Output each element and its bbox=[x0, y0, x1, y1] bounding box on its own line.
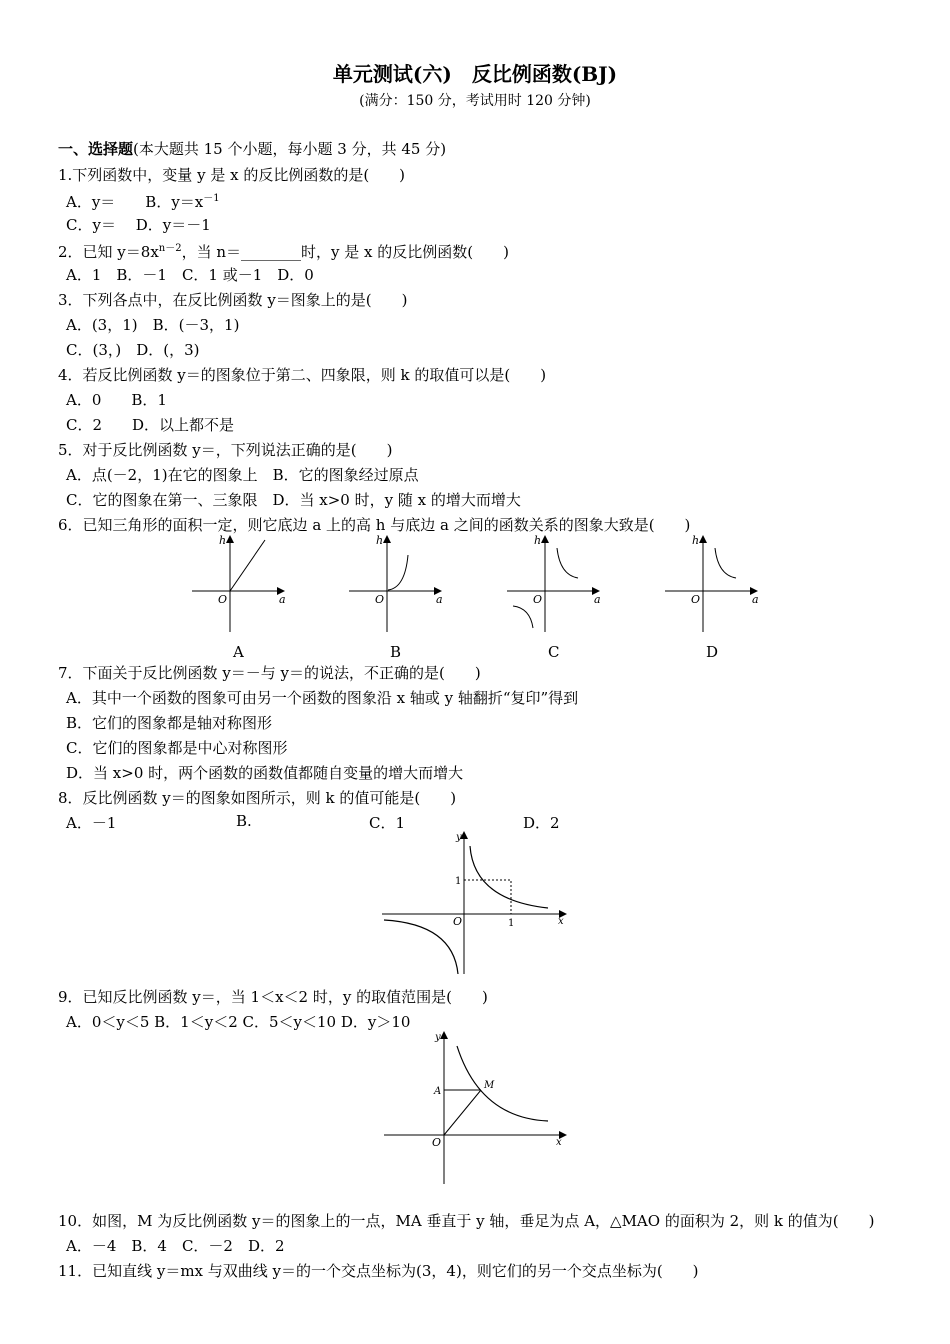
q8-option-a: A．－1 bbox=[66, 814, 117, 832]
q11-stem: 11．已知直线 y＝mx 与双曲线 y＝的一个交点坐标为(3，4)，则它们的另一个交点坐标为( ) bbox=[58, 1262, 699, 1280]
q9-options-row1: A．0＜y＜5 B．1＜y＜2 C．5＜y＜10 D．y＞10 bbox=[66, 1013, 411, 1031]
page-subtitle: (满分：150 分，考试用时 120 分钟) bbox=[359, 93, 591, 109]
q2-exponent: n－2 bbox=[158, 243, 182, 254]
q6-label-a: A bbox=[233, 643, 244, 661]
q10-point-m: M bbox=[484, 1080, 495, 1091]
q6-stem: 6．已知三角形的面积一定，则它底边 a 上的高 h 与底边 a 之间的函数关系的图象大致是( ) bbox=[58, 516, 691, 534]
q10-options-row1: A．－4 B．4 C．－2 D．2 bbox=[66, 1237, 285, 1255]
q1-options-row1 bbox=[66, 189, 220, 212]
q6-label-c: C bbox=[548, 643, 560, 661]
q6-graph-d-curve bbox=[715, 548, 736, 578]
q4-stem: 4．若反比例函数 y＝的图象位于第二、四象限，则 k 的取值可以是( ) bbox=[58, 366, 547, 384]
q7-stem: 7．下面关于反比例函数 y＝－与 y＝的说法，不正确的是( ) bbox=[58, 664, 481, 682]
q8-option-c: C．1 bbox=[369, 814, 406, 832]
q8-y-label: y bbox=[456, 832, 462, 843]
q8-option-d: D．2 bbox=[523, 814, 560, 832]
q8-option-b: B. bbox=[236, 812, 252, 830]
section-heading bbox=[58, 138, 446, 159]
q8-one-y: 1 bbox=[455, 876, 462, 887]
q6-graph-d bbox=[665, 534, 759, 632]
q6-c-a-label: a bbox=[594, 593, 601, 606]
q6-b-origin: O bbox=[375, 593, 385, 606]
q6-d-h-label: h bbox=[692, 534, 700, 547]
q10-graph-figure bbox=[380, 1028, 580, 1188]
q6-c-h-label: h bbox=[534, 534, 542, 547]
q6-graph-c-curve-1 bbox=[557, 548, 578, 578]
q10-stem: 10．如图，M 为反比例函数 y＝的图象上的一点，MA 垂直于 y 轴，垂足为点 A，△MAO 的面积为 2，则 k 的值为( ) bbox=[58, 1212, 875, 1230]
q8-curve-q1 bbox=[470, 846, 548, 908]
q8-stem: 8．反比例函数 y＝的图象如图所示，则 k 的值可能是( ) bbox=[58, 789, 457, 807]
q10-y-label: y bbox=[435, 1032, 441, 1043]
q1-options-row2: C．y＝ D．y＝－1 bbox=[66, 216, 211, 234]
q6-c-origin: O bbox=[533, 593, 543, 606]
q6-graph-b-curve bbox=[388, 555, 408, 590]
q6-a-h-label: h bbox=[219, 534, 227, 547]
q5-stem: 5．对于反比例函数 y＝，下列说法正确的是( ) bbox=[58, 441, 393, 459]
q6-d-origin: O bbox=[691, 593, 701, 606]
q1-stem: 1.下列函数中，变量 y 是 x 的反比例函数的是( ) bbox=[58, 166, 406, 184]
q8-one-x: 1 bbox=[508, 918, 515, 929]
q4-options-row2: C．2 D．以上都不是 bbox=[66, 416, 235, 434]
q7-option-a: A．其中一个函数的图象可由另一个函数的图象沿 x 轴或 y 轴翻折“复印”得到 bbox=[66, 689, 579, 707]
q6-graphs-figure bbox=[0, 530, 950, 640]
q7-option-c: C．它们的图象都是中心对称图形 bbox=[66, 739, 288, 757]
q5-options-row1: A．点(－2，1)在它的图象上 B．它的图象经过原点 bbox=[66, 466, 419, 484]
q6-graph-b bbox=[349, 534, 443, 632]
q2-options-row1: A．1 B．－1 C．1 或－1 D．0 bbox=[66, 266, 314, 284]
section-note: (本大题共 15 个小题，每小题 3 分，共 45 分) bbox=[133, 140, 447, 158]
q1-exponent: －1 bbox=[203, 193, 220, 204]
q10-x-label: x bbox=[556, 1137, 562, 1148]
q8-graph-figure bbox=[378, 828, 578, 978]
q2-stem-a: 2．已知 y＝8x bbox=[58, 243, 159, 261]
q6-graph-c-curve-2 bbox=[513, 606, 533, 628]
q6-label-b: B bbox=[390, 643, 402, 661]
q6-graph-c bbox=[507, 534, 601, 632]
q6-a-origin: O bbox=[218, 593, 228, 606]
q8-origin: O bbox=[453, 915, 463, 928]
q3-stem: 3．下列各点中，在反比例函数 y＝图象上的是( ) bbox=[58, 291, 408, 309]
q2-stem bbox=[58, 239, 509, 262]
q10-point-a: A bbox=[434, 1086, 442, 1097]
page-title: 单元测试(六) 反比例函数(BJ) bbox=[332, 62, 618, 86]
q10-segment-om bbox=[444, 1090, 481, 1135]
q3-options-row1: A．(3，1) B．(－3，1) bbox=[66, 316, 240, 334]
q10-curve bbox=[457, 1046, 548, 1121]
q10-origin: O bbox=[432, 1136, 442, 1149]
q7-option-b: B．它们的图象都是轴对称图形 bbox=[66, 714, 273, 732]
q6-graph-a bbox=[192, 534, 286, 632]
q7-option-d: D．当 x>0 时，两个函数的函数值都随自变量的增大而增大 bbox=[66, 764, 464, 782]
q6-a-a-label: a bbox=[279, 593, 286, 606]
q1-options-text: A．y＝ B．y＝x bbox=[66, 193, 204, 211]
section-title: 一、选择题 bbox=[58, 140, 134, 158]
q5-options-row2: C．它的图象在第一、三象限 D．当 x>0 时，y 随 x 的增大而增大 bbox=[66, 491, 521, 509]
q4-options-row1: A．0 B．1 bbox=[66, 391, 167, 409]
q9-stem: 9．已知反比例函数 y＝，当 1＜x＜2 时，y 的取值范围是( ) bbox=[58, 988, 488, 1006]
q2-stem-b: ，当 n＝________时，y 是 x 的反比例函数( ) bbox=[181, 243, 509, 261]
q6-d-a-label: a bbox=[752, 593, 759, 606]
q6-b-h-label: h bbox=[376, 534, 384, 547]
q6-label-d: D bbox=[706, 643, 719, 661]
q6-b-a-label: a bbox=[436, 593, 443, 606]
q8-curve-q3 bbox=[384, 920, 458, 974]
q3-options-row2: C．(3，) D．(，3) bbox=[66, 341, 200, 359]
q6-graph-a-line bbox=[230, 540, 265, 591]
q8-x-label: x bbox=[558, 916, 564, 927]
